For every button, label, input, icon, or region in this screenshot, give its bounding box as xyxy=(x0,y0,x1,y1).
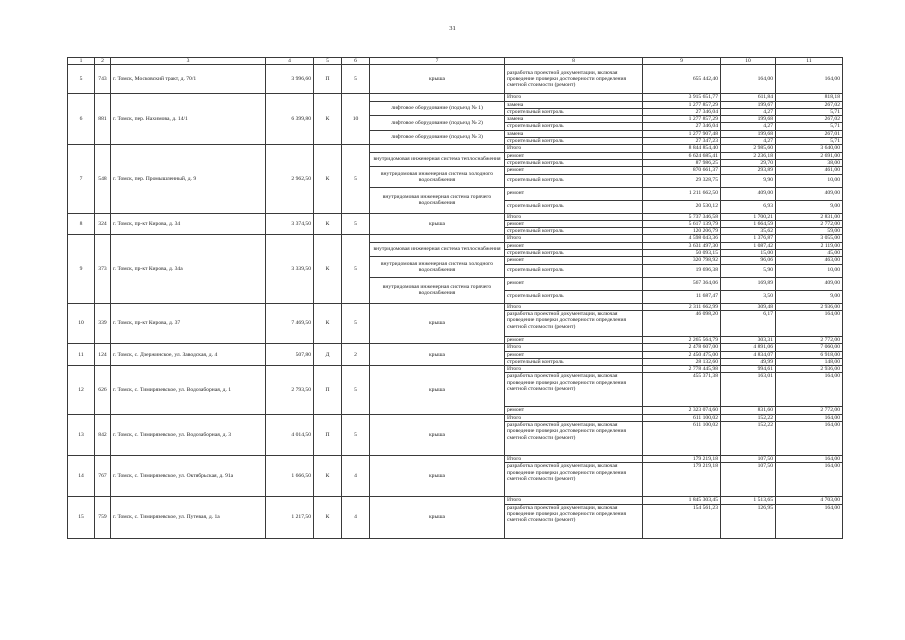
row-work: ремонт xyxy=(505,351,643,358)
row-unit-cost: 994,61 xyxy=(721,366,776,373)
row-address: г. Томск, с. Тимирязевское, ул. Водозаборная, д. 3 xyxy=(111,414,266,455)
row-unit-cost: 611,84 xyxy=(721,94,776,101)
row-area: 507,80 xyxy=(266,344,314,366)
row-limit: 818,18 xyxy=(776,94,843,101)
row-unit-cost: 3,50 xyxy=(721,290,776,303)
row-address: г. Томск, пр-кт Кирова, д. 34а xyxy=(111,235,266,303)
row-code: 743 xyxy=(95,65,111,94)
row-cost: 870 661,37 xyxy=(643,167,721,174)
row-floors: 5 xyxy=(342,414,370,455)
row-unit-cost: 2 985,60 xyxy=(721,145,776,152)
row-work: строительный контроль xyxy=(505,138,643,145)
row-work: Итого xyxy=(505,303,643,310)
table-row xyxy=(68,145,843,152)
row-work: строительный контроль xyxy=(505,159,643,166)
row-wall: К xyxy=(314,94,342,145)
row-cost: 6 624 685,41 xyxy=(643,152,721,159)
row-unit-cost: 1 513,65 xyxy=(721,497,776,504)
row-cost: 46 098,20 xyxy=(643,310,721,336)
row-work: Итого xyxy=(505,213,643,220)
row-limit: 164,00 xyxy=(776,504,843,538)
row-code: 842 xyxy=(95,414,111,455)
row-work: строительный контроль xyxy=(505,174,643,187)
row-limit: 2 772,00 xyxy=(776,336,843,343)
row-work: ремонт xyxy=(505,242,643,249)
row-cost: 611 100,02 xyxy=(643,422,721,456)
row-work: строительный контроль xyxy=(505,358,643,365)
row-work: ремонт xyxy=(505,407,643,414)
row-cost: 1 845 303,45 xyxy=(643,497,721,504)
row-element: внутридомовая инженерная система холодного водоснабжения xyxy=(370,257,505,277)
row-unit-cost: 309,48 xyxy=(721,303,776,310)
row-unit-cost: 4 834,07 xyxy=(721,351,776,358)
row-area: 4 014,50 xyxy=(266,414,314,455)
row-limit: 9,00 xyxy=(776,200,843,213)
row-cost: 50 093,15 xyxy=(643,250,721,257)
row-limit: 10,00 xyxy=(776,264,843,277)
row-limit: 2 936,00 xyxy=(776,366,843,373)
table-row xyxy=(68,366,843,373)
row-limit: 2 119,00 xyxy=(776,242,843,249)
row-floors: 5 xyxy=(342,366,370,415)
row-unit-cost: 163,01 xyxy=(721,373,776,407)
row-work: Итого xyxy=(505,456,643,463)
row-cost: 2 311 662,99 xyxy=(643,303,721,310)
row-unit-cost: 5,90 xyxy=(721,264,776,277)
row-work: замена xyxy=(505,130,643,137)
row-cost: 87 986,25 xyxy=(643,159,721,166)
row-work: ремонт xyxy=(505,336,643,343)
row-cost: 27 347,23 xyxy=(643,138,721,145)
row-limit: 6 918,00 xyxy=(776,351,843,358)
row-element: внутридомовая инженерная система горячего водоснабжения xyxy=(370,187,505,213)
row-work: строительный контроль xyxy=(505,200,643,213)
row-unit-cost: 169,89 xyxy=(721,277,776,290)
row-cost: 5 617 139,79 xyxy=(643,220,721,227)
row-number: 11 xyxy=(68,344,95,366)
row-limit: 2 936,00 xyxy=(776,303,843,310)
row-number: 6 xyxy=(68,94,95,145)
row-code: 759 xyxy=(95,497,111,538)
row-element: лифтовое оборудование (подъезд № 3) xyxy=(370,130,505,145)
row-floors: 4 xyxy=(342,497,370,538)
row-code: 548 xyxy=(95,145,111,213)
table-header xyxy=(68,58,843,65)
row-address: г. Томск, пр-кт Кирова, д. 37 xyxy=(111,303,266,344)
row-area: 6 399,80 xyxy=(266,94,314,145)
row-area: 3 374,50 xyxy=(266,213,314,235)
row-floors: 5 xyxy=(342,145,370,213)
row-address: г. Томск, с. Дзержинское, ул. Заводская, д. 4 xyxy=(111,344,266,366)
row-unit-cost: 1 664,59 xyxy=(721,220,776,227)
row-cost: 179 219,18 xyxy=(643,463,721,497)
row-work: замена xyxy=(505,116,643,123)
table-row xyxy=(68,414,843,421)
row-element: крыша xyxy=(370,344,505,366)
row-cost: 28 132,60 xyxy=(643,358,721,365)
row-limit: 38,00 xyxy=(776,159,843,166)
row-cost: 120 206,79 xyxy=(643,228,721,235)
row-unit-cost: 409,00 xyxy=(721,187,776,200)
row-element: внутридомовая инженерная система горячего водоснабжения xyxy=(370,277,505,303)
row-element xyxy=(370,145,505,152)
row-address: г. Томск, пер. Промышленный, д. 9 xyxy=(111,145,266,213)
row-number: 14 xyxy=(68,456,95,497)
row-area: 2 793,50 xyxy=(266,366,314,415)
row-number: 9 xyxy=(68,235,95,303)
row-unit-cost: 199,68 xyxy=(721,116,776,123)
table-body xyxy=(68,65,843,538)
row-limit: 45,00 xyxy=(776,250,843,257)
row-limit: 5,71 xyxy=(776,123,843,130)
row-work: ремонт xyxy=(505,220,643,227)
capital-repair-table xyxy=(67,57,843,539)
row-work: Итого xyxy=(505,344,643,351)
row-limit: 2 772,00 xyxy=(776,220,843,227)
row-unit-cost: 29,70 xyxy=(721,159,776,166)
row-work: строительный контроль xyxy=(505,264,643,277)
row-cost: 2 450 475,00 xyxy=(643,351,721,358)
row-address: г. Томск, пер. Нахимова, д. 14/1 xyxy=(111,94,266,145)
row-address: г. Томск, с. Тимирязевское, ул. Водозаборная, д. 1 xyxy=(111,366,266,415)
row-limit: 409,00 xyxy=(776,187,843,200)
row-cost: 2 778 445,98 xyxy=(643,366,721,373)
col-work-header: 8 xyxy=(505,58,643,65)
row-wall: К xyxy=(314,497,342,538)
row-unit-cost: 1 376,87 xyxy=(721,235,776,242)
col-limit-header: 11 xyxy=(776,58,843,65)
col-address-header: 3 xyxy=(111,58,266,65)
row-unit-cost: 4,27 xyxy=(721,123,776,130)
row-unit-cost: 2 236,18 xyxy=(721,152,776,159)
row-limit: 267,02 xyxy=(776,101,843,108)
row-limit: 409,00 xyxy=(776,277,843,290)
row-code: 324 xyxy=(95,213,111,235)
row-address: г. Томск, пр-кт Кирова, д. 34 xyxy=(111,213,266,235)
table-row xyxy=(68,235,843,242)
row-unit-cost: 107,50 xyxy=(721,463,776,497)
row-limit: 164,00 xyxy=(776,65,843,94)
row-limit: 3 640,00 xyxy=(776,145,843,152)
col-wall-header: 5 xyxy=(314,58,342,65)
row-cost: 1 277 857,29 xyxy=(643,116,721,123)
row-unit-cost: 49,99 xyxy=(721,358,776,365)
row-limit: 2 772,00 xyxy=(776,407,843,414)
row-wall: П xyxy=(314,366,342,415)
row-unit-cost: 6,17 xyxy=(721,310,776,336)
row-cost: 320 798,92 xyxy=(643,257,721,264)
row-address: г. Томск, с. Тимирязевское, ул. Октябрьская, д. 91а xyxy=(111,456,266,497)
row-element: внутридомовая инженерная система холодного водоснабжения xyxy=(370,167,505,187)
row-limit: 267,02 xyxy=(776,116,843,123)
row-wall: П xyxy=(314,414,342,455)
row-wall: Д xyxy=(314,344,342,366)
row-work: Итого xyxy=(505,366,643,373)
row-limit: 148,00 xyxy=(776,358,843,365)
row-work: Итого xyxy=(505,235,643,242)
row-unit-cost: 199,68 xyxy=(721,130,776,137)
row-wall: К xyxy=(314,303,342,344)
row-code: 373 xyxy=(95,235,111,303)
row-floors: 5 xyxy=(342,213,370,235)
row-floors: 5 xyxy=(342,65,370,94)
row-work: разработка проектной документации, включая проведение проверки достоверности определения сметной стоимости (ремонт) xyxy=(505,373,643,407)
row-code: 124 xyxy=(95,344,111,366)
row-element: лифтовое оборудование (подъезд № 2) xyxy=(370,116,505,131)
row-cost: 29 328,75 xyxy=(643,174,721,187)
header-row xyxy=(68,58,843,65)
row-unit-cost: 293,89 xyxy=(721,167,776,174)
row-unit-cost: 152,22 xyxy=(721,414,776,421)
row-limit: 4 703,00 xyxy=(776,497,843,504)
table-row xyxy=(68,303,843,310)
row-cost: 455 371,38 xyxy=(643,373,721,407)
row-work: разработка проектной документации, включая проведение проверки достоверности определения сметной стоимости (ремонт) xyxy=(505,65,643,94)
row-number: 7 xyxy=(68,145,95,213)
row-work: замена xyxy=(505,101,643,108)
table-row xyxy=(68,456,843,463)
row-limit: 164,00 xyxy=(776,463,843,497)
row-cost: 20 530,12 xyxy=(643,200,721,213)
row-unit-cost: 4,27 xyxy=(721,138,776,145)
row-unit-cost: 6,93 xyxy=(721,200,776,213)
row-address: г. Томск, Московский тракт, д. 70/1 xyxy=(111,65,266,94)
row-work: разработка проектной документации, включая проведение проверки достоверности определения сметной стоимости (ремонт) xyxy=(505,422,643,456)
row-work: Итого xyxy=(505,94,643,101)
row-work: разработка проектной документации, включая проведение проверки достоверности определения сметной стоимости (ремонт) xyxy=(505,463,643,497)
row-work: ремонт xyxy=(505,167,643,174)
table-row xyxy=(68,65,843,94)
col-unit-cost-header: 10 xyxy=(721,58,776,65)
row-floors: 5 xyxy=(342,235,370,303)
row-cost: 1 277 907,48 xyxy=(643,130,721,137)
row-cost: 2 265 564,79 xyxy=(643,336,721,343)
row-number: 10 xyxy=(68,303,95,344)
row-unit-cost: 199,67 xyxy=(721,101,776,108)
row-cost: 179 219,18 xyxy=(643,456,721,463)
row-element: крыша xyxy=(370,497,505,538)
row-wall: К xyxy=(314,145,342,213)
row-unit-cost: 303,31 xyxy=(721,336,776,343)
row-element xyxy=(370,235,505,242)
row-unit-cost: 126,95 xyxy=(721,504,776,538)
row-cost: 3 915 651,77 xyxy=(643,94,721,101)
row-floors: 2 xyxy=(342,344,370,366)
row-element xyxy=(370,94,505,101)
row-wall: К xyxy=(314,235,342,303)
row-address: г. Томск, с. Тимирязевское, ул. Путевая, д. 1а xyxy=(111,497,266,538)
row-unit-cost: 15,00 xyxy=(721,250,776,257)
row-work: ремонт xyxy=(505,277,643,290)
row-element: крыша xyxy=(370,414,505,455)
row-cost: 5 737 346,58 xyxy=(643,213,721,220)
row-limit: 463,00 xyxy=(776,257,843,264)
row-limit: 2 691,00 xyxy=(776,152,843,159)
row-area: 2 962,50 xyxy=(266,145,314,213)
row-unit-cost: 1 087,42 xyxy=(721,242,776,249)
row-cost: 11 687,47 xyxy=(643,290,721,303)
row-unit-cost: 164,00 xyxy=(721,65,776,94)
row-limit: 267,01 xyxy=(776,130,843,137)
row-number: 8 xyxy=(68,213,95,235)
col-number-header: 1 xyxy=(68,58,95,65)
row-unit-cost: 4 891,06 xyxy=(721,344,776,351)
table-row xyxy=(68,497,843,504)
row-code: 626 xyxy=(95,366,111,415)
page-number: 31 xyxy=(449,25,456,32)
row-work: строительный контроль xyxy=(505,250,643,257)
row-limit: 164,00 xyxy=(776,422,843,456)
row-element: крыша xyxy=(370,213,505,235)
row-limit: 2 831,00 xyxy=(776,213,843,220)
row-unit-cost: 96,06 xyxy=(721,257,776,264)
row-cost: 2 478 607,00 xyxy=(643,344,721,351)
col-cost-header: 9 xyxy=(643,58,721,65)
row-work: строительный контроль xyxy=(505,290,643,303)
row-area: 3 996,60 xyxy=(266,65,314,94)
row-work: строительный контроль xyxy=(505,228,643,235)
row-area: 1 666,50 xyxy=(266,456,314,497)
row-floors: 10 xyxy=(342,94,370,145)
table-row xyxy=(68,344,843,351)
row-wall: К xyxy=(314,213,342,235)
row-unit-cost: 152,22 xyxy=(721,422,776,456)
row-limit: 9,00 xyxy=(776,290,843,303)
row-work: Итого xyxy=(505,497,643,504)
row-cost: 8 844 854,40 xyxy=(643,145,721,152)
row-floors: 4 xyxy=(342,456,370,497)
row-limit: 5,71 xyxy=(776,108,843,115)
row-cost: 27 346,04 xyxy=(643,108,721,115)
row-number: 5 xyxy=(68,65,95,94)
row-cost: 1 211 662,50 xyxy=(643,187,721,200)
row-cost: 655 442,40 xyxy=(643,65,721,94)
row-area: 7 469,50 xyxy=(266,303,314,344)
row-element: лифтовое оборудование (подъезд № 1) xyxy=(370,101,505,116)
row-element: крыша xyxy=(370,303,505,344)
row-area: 3 339,50 xyxy=(266,235,314,303)
row-work: ремонт xyxy=(505,152,643,159)
row-number: 12 xyxy=(68,366,95,415)
row-limit: 461,00 xyxy=(776,167,843,174)
row-unit-cost: 107,50 xyxy=(721,456,776,463)
row-element: крыша xyxy=(370,65,505,94)
row-work: разработка проектной документации, включая проведение проверки достоверности определения сметной стоимости (ремонт) xyxy=(505,310,643,336)
row-unit-cost: 35,62 xyxy=(721,228,776,235)
row-element: внутридомовая инженерная система теплоснабжения xyxy=(370,242,505,257)
row-unit-cost: 4,27 xyxy=(721,108,776,115)
row-work: ремонт xyxy=(505,187,643,200)
row-cost: 611 100,02 xyxy=(643,414,721,421)
row-work: строительный контроль xyxy=(505,108,643,115)
row-limit: 164,00 xyxy=(776,414,843,421)
row-work: ремонт xyxy=(505,257,643,264)
row-limit: 164,00 xyxy=(776,373,843,407)
row-floors: 5 xyxy=(342,303,370,344)
row-element: внутридомовая инженерная система теплоснабжения xyxy=(370,152,505,167)
table-row xyxy=(68,213,843,220)
row-limit: 3 055,00 xyxy=(776,235,843,242)
row-limit: 164,00 xyxy=(776,456,843,463)
row-limit: 10,00 xyxy=(776,174,843,187)
row-code: 767 xyxy=(95,456,111,497)
row-code: 881 xyxy=(95,94,111,145)
row-work: Итого xyxy=(505,145,643,152)
row-code: 339 xyxy=(95,303,111,344)
row-cost: 154 561,23 xyxy=(643,504,721,538)
row-wall: К xyxy=(314,456,342,497)
row-limit: 5,71 xyxy=(776,138,843,145)
row-unit-cost: 9,90 xyxy=(721,174,776,187)
row-work: строительный контроль xyxy=(505,123,643,130)
row-cost: 567 364,06 xyxy=(643,277,721,290)
row-area: 1 217,50 xyxy=(266,497,314,538)
row-element: крыша xyxy=(370,366,505,415)
row-limit: 59,00 xyxy=(776,228,843,235)
table-row xyxy=(68,94,843,101)
row-unit-cost: 1 700,21 xyxy=(721,213,776,220)
row-limit: 7 060,00 xyxy=(776,344,843,351)
col-element-header: 7 xyxy=(370,58,505,65)
row-cost: 3 631 497,30 xyxy=(643,242,721,249)
row-work: разработка проектной документации, включая проведение проверки достоверности определения сметной стоимости (ремонт) xyxy=(505,504,643,538)
col-code-header: 2 xyxy=(95,58,111,65)
row-limit: 164,00 xyxy=(776,310,843,336)
row-cost: 1 277 857,29 xyxy=(643,101,721,108)
row-element: крыша xyxy=(370,456,505,497)
col-area-header: 4 xyxy=(266,58,314,65)
row-cost: 19 696,38 xyxy=(643,264,721,277)
row-cost: 4 598 043,36 xyxy=(643,235,721,242)
row-wall: П xyxy=(314,65,342,94)
col-floors-header: 6 xyxy=(342,58,370,65)
row-cost: 27 346,04 xyxy=(643,123,721,130)
row-number: 13 xyxy=(68,414,95,455)
row-unit-cost: 831,60 xyxy=(721,407,776,414)
row-cost: 2 323 074,60 xyxy=(643,407,721,414)
row-number: 15 xyxy=(68,497,95,538)
row-work: Итого xyxy=(505,414,643,421)
